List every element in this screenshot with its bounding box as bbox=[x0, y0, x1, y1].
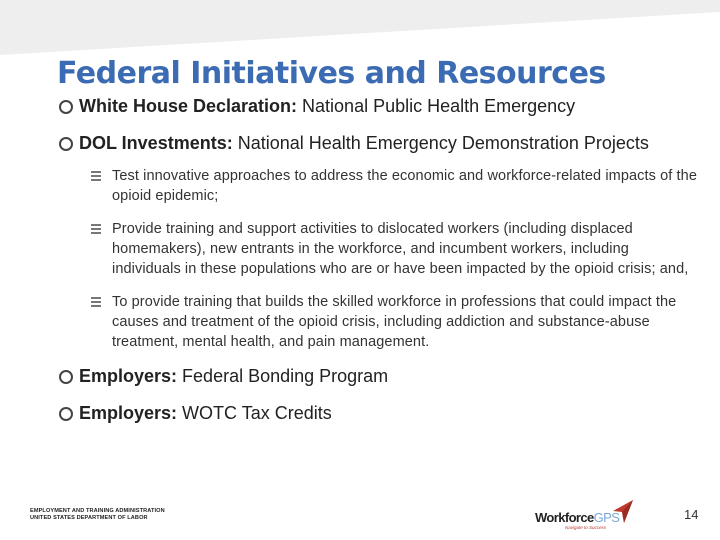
bullet-term: Employers: bbox=[79, 403, 178, 423]
circle-bullet-icon bbox=[59, 100, 73, 114]
subbullet-provide-training bbox=[91, 219, 697, 279]
bullet-text: Federal Bonding Program bbox=[177, 366, 389, 386]
footer-agency-logo bbox=[30, 508, 165, 522]
slide-content bbox=[57, 95, 697, 425]
bullet-dol-investments bbox=[57, 132, 697, 155]
workforcegps-logo bbox=[535, 497, 635, 533]
bullet-wotc bbox=[57, 402, 697, 425]
bullet-term: Employers: bbox=[79, 366, 178, 386]
subbullet-test-approaches bbox=[91, 166, 697, 206]
bullet-text: National Public Health Emergency bbox=[297, 96, 576, 116]
navigation-arrow-icon bbox=[609, 499, 635, 525]
circle-bullet-icon bbox=[59, 407, 73, 421]
bullet-text: WOTC Tax Credits bbox=[177, 403, 332, 423]
logo-tagline: Navigate to Success bbox=[565, 525, 607, 530]
logo-wordmark: WorkforceGPS bbox=[535, 510, 620, 525]
subbullet-text: To provide training that builds the skilled workforce in professions that could impact the causes and treatment of the opioid crisis, including addiction and substance-abuse treatment, mental health, and pain management. bbox=[112, 294, 677, 350]
circle-bullet-icon bbox=[59, 370, 73, 384]
subbullet-marker-icon bbox=[91, 296, 101, 308]
agency-line-2: UNITED STATES DEPARTMENT OF LABOR bbox=[30, 515, 148, 521]
bullet-text: National Health Emergency Demonstration Projects bbox=[232, 133, 649, 153]
agency-line-1: EMPLOYMENT AND TRAINING ADMINISTRATION bbox=[30, 508, 165, 514]
subbullet-text: Provide training and support activities to dislocated workers (including displaced homemakers), new entrants in the workforce, and incumbent workers, including individuals in these populations who are or have been impacted by the opioid crisis; and, bbox=[112, 221, 689, 277]
page-number: 14 bbox=[684, 507, 699, 522]
subbullet-skilled-workforce bbox=[91, 292, 697, 352]
bullet-term: DOL Investments: bbox=[79, 133, 233, 153]
bullet-white-house bbox=[57, 95, 697, 118]
subbullet-marker-icon bbox=[91, 170, 101, 182]
circle-bullet-icon bbox=[59, 137, 73, 151]
slide-title: Federal Initiatives and Resources bbox=[57, 56, 606, 91]
bullet-term: White House Declaration: bbox=[79, 96, 298, 116]
subbullet-text: Test innovative approaches to address the economic and workforce-related impacts of the opioid epidemic; bbox=[112, 168, 697, 204]
subbullet-marker-icon bbox=[91, 223, 101, 235]
bullet-federal-bonding bbox=[57, 365, 697, 388]
header-decoration bbox=[0, 0, 720, 60]
